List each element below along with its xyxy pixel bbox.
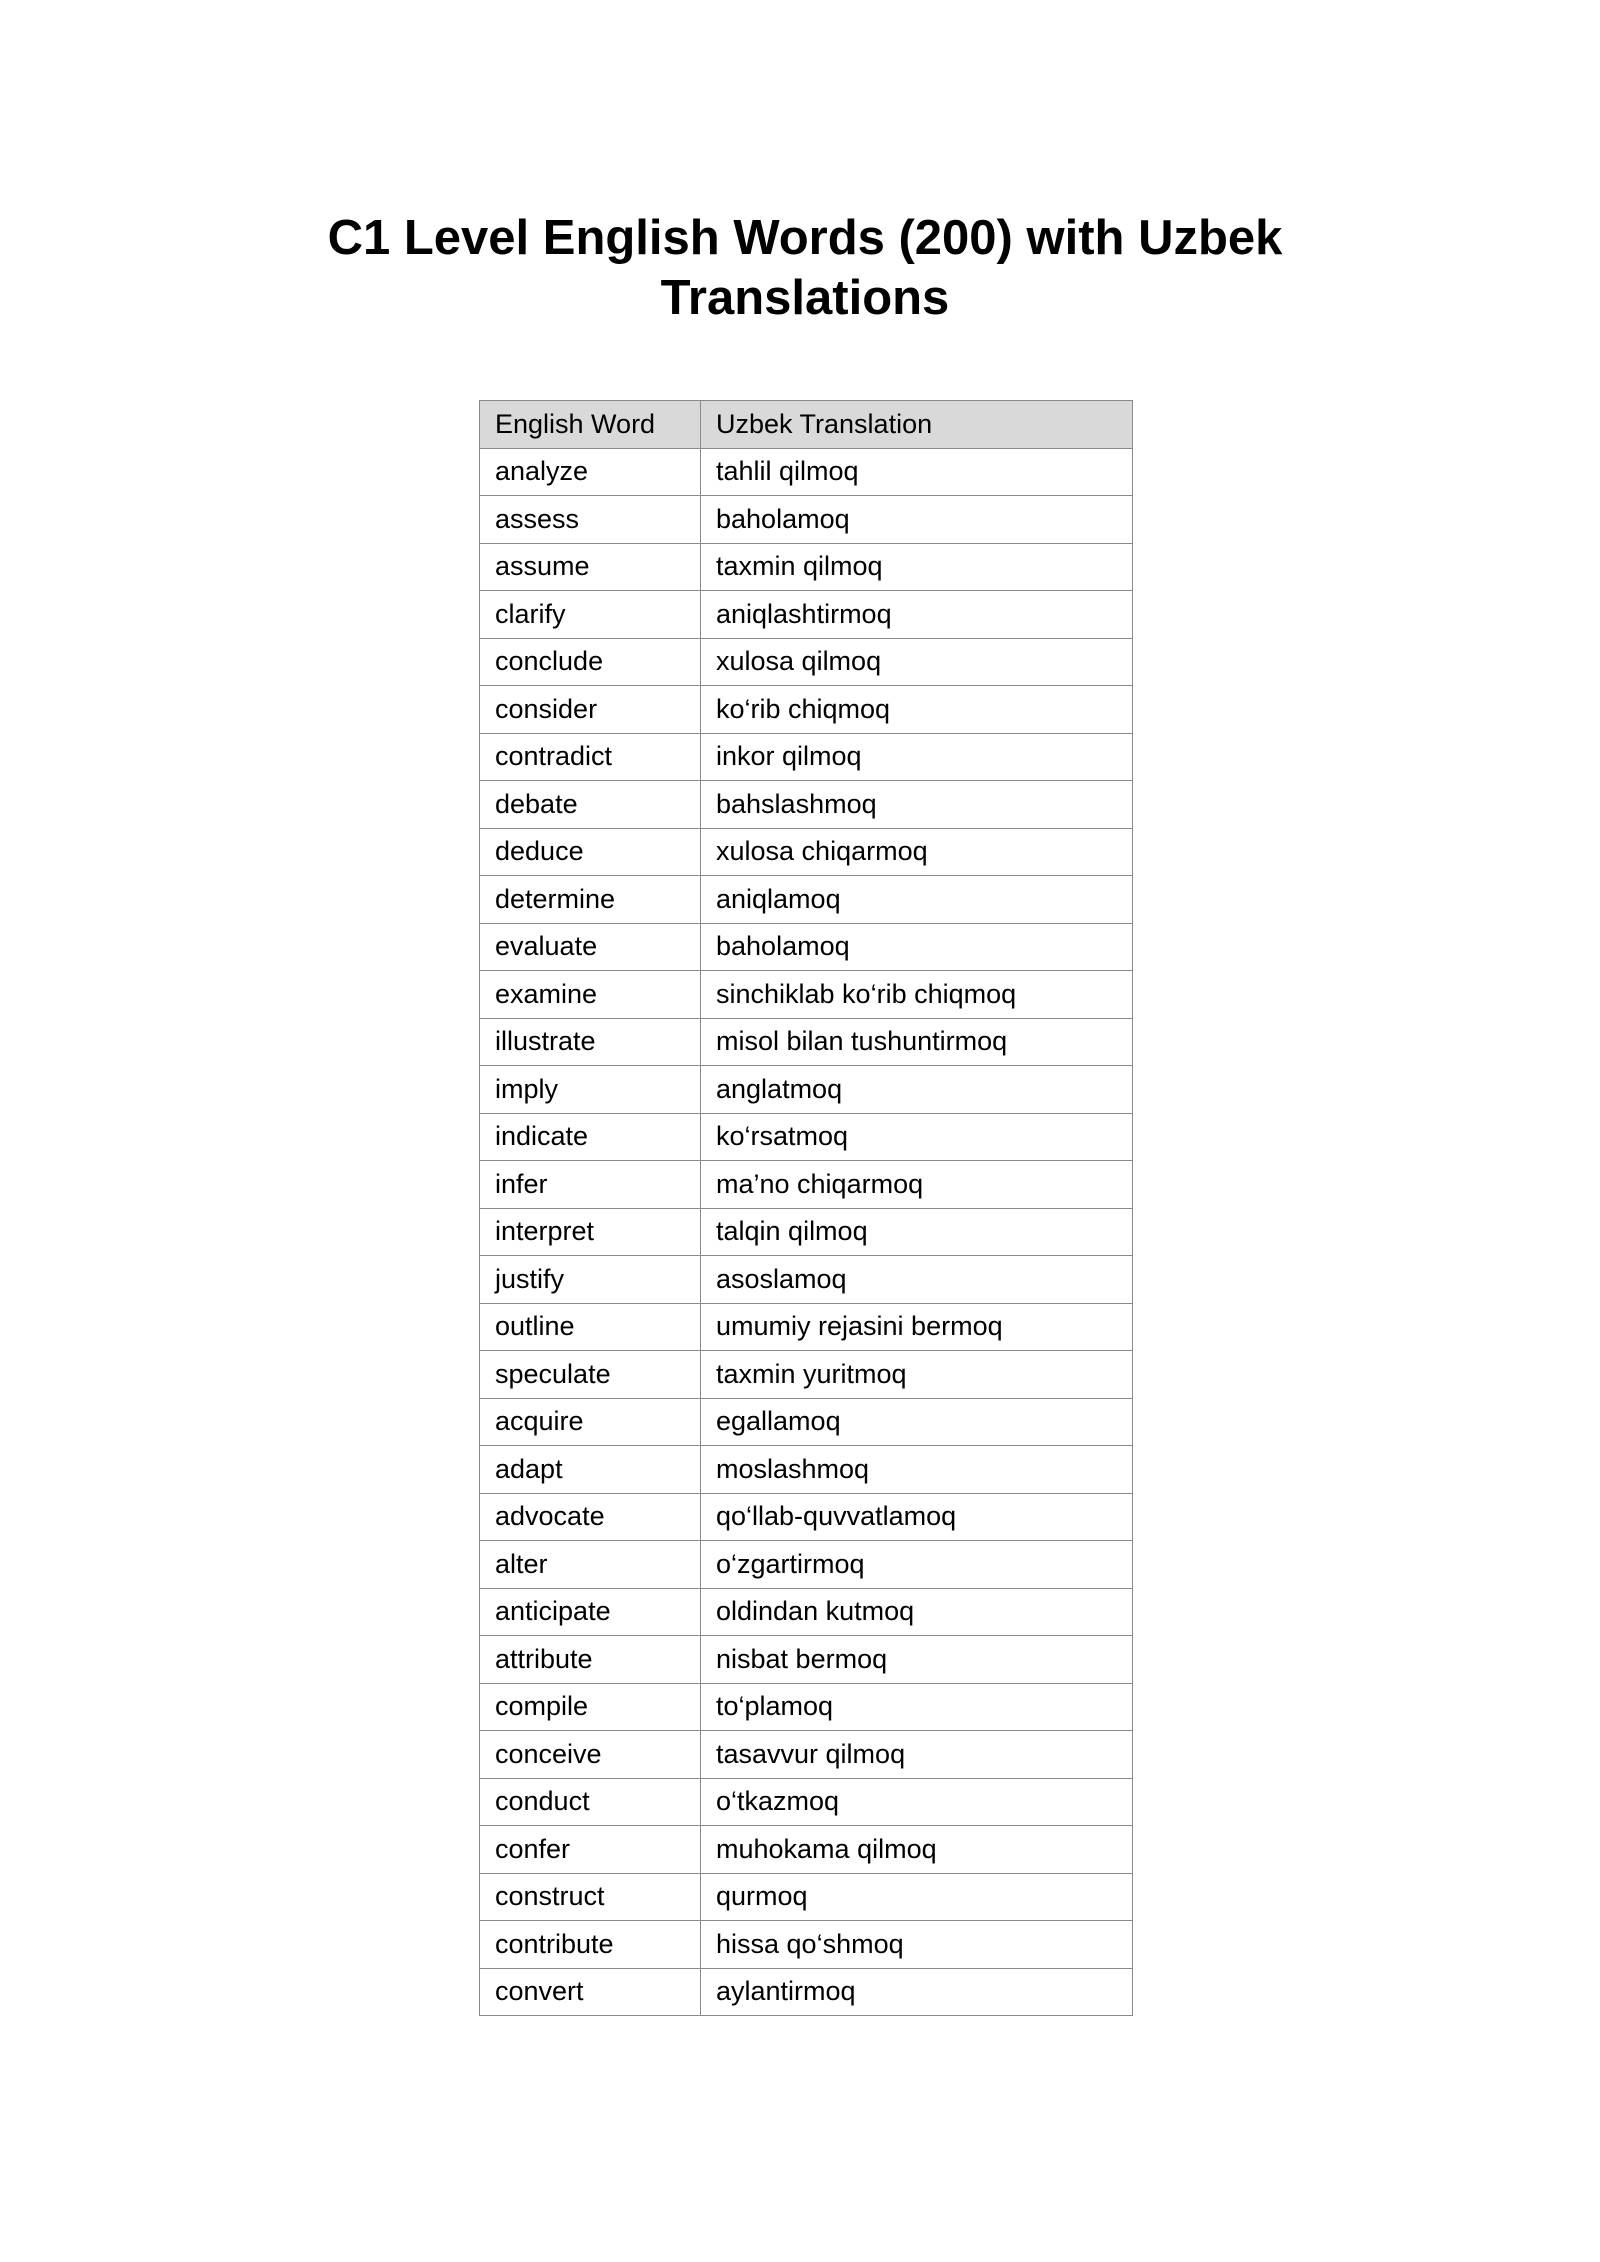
uzbek-translation-cell: sinchiklab ko‘rib chiqmoq xyxy=(701,971,1133,1019)
table-row xyxy=(480,1208,1133,1256)
uzbek-translation-cell: egallamoq xyxy=(701,1398,1133,1446)
uzbek-translation-cell: tasavvur qilmoq xyxy=(701,1731,1133,1779)
uzbek-translation-cell: asoslamoq xyxy=(701,1256,1133,1304)
english-word-cell: confer xyxy=(480,1826,701,1874)
english-word-cell: alter xyxy=(480,1541,701,1589)
uzbek-translation-cell: ko‘rsatmoq xyxy=(701,1113,1133,1161)
english-word-cell: outline xyxy=(480,1303,701,1351)
uzbek-translation-cell: talqin qilmoq xyxy=(701,1208,1133,1256)
table-row xyxy=(480,923,1133,971)
english-word-cell: advocate xyxy=(480,1493,701,1541)
english-word-cell: justify xyxy=(480,1256,701,1304)
table-row xyxy=(480,1398,1133,1446)
english-word-cell: infer xyxy=(480,1161,701,1209)
vocabulary-table xyxy=(479,400,1133,2016)
uzbek-translation-cell: oldindan kutmoq xyxy=(701,1588,1133,1636)
table-row xyxy=(480,1826,1133,1874)
english-word-cell: illustrate xyxy=(480,1018,701,1066)
table-row xyxy=(480,1066,1133,1114)
english-word-cell: analyze xyxy=(480,448,701,496)
table-row xyxy=(480,781,1133,829)
uzbek-translation-cell: taxmin yuritmoq xyxy=(701,1351,1133,1399)
uzbek-translation-cell: muhokama qilmoq xyxy=(701,1826,1133,1874)
english-word-cell: assess xyxy=(480,496,701,544)
table-row xyxy=(480,1873,1133,1921)
english-word-cell: interpret xyxy=(480,1208,701,1256)
table-row xyxy=(480,1731,1133,1779)
table-row xyxy=(480,876,1133,924)
uzbek-translation-cell: ma’no chiqarmoq xyxy=(701,1161,1133,1209)
table-header-row xyxy=(480,401,1133,449)
uzbek-translation-cell: moslashmoq xyxy=(701,1446,1133,1494)
table-body xyxy=(480,448,1133,2016)
table-row xyxy=(480,591,1133,639)
english-word-cell: deduce xyxy=(480,828,701,876)
uzbek-translation-cell: xulosa chiqarmoq xyxy=(701,828,1133,876)
table-row xyxy=(480,1778,1133,1826)
uzbek-translation-cell: qurmoq xyxy=(701,1873,1133,1921)
table-row xyxy=(480,1256,1133,1304)
uzbek-translation-cell: to‘plamoq xyxy=(701,1683,1133,1731)
uzbek-translation-cell: o‘zgartirmoq xyxy=(701,1541,1133,1589)
uzbek-translation-cell: aniqlashtirmoq xyxy=(701,591,1133,639)
uzbek-translation-cell: umumiy rejasini bermoq xyxy=(701,1303,1133,1351)
table-row xyxy=(480,1968,1133,2016)
uzbek-translation-cell: ko‘rib chiqmoq xyxy=(701,686,1133,734)
uzbek-translation-cell: tahlil qilmoq xyxy=(701,448,1133,496)
uzbek-translation-cell: taxmin qilmoq xyxy=(701,543,1133,591)
english-word-cell: determine xyxy=(480,876,701,924)
english-word-cell: convert xyxy=(480,1968,701,2016)
english-word-cell: adapt xyxy=(480,1446,701,1494)
table-row xyxy=(480,1113,1133,1161)
table-row xyxy=(480,1161,1133,1209)
uzbek-translation-cell: qo‘llab-quvvatlamoq xyxy=(701,1493,1133,1541)
table-row xyxy=(480,1303,1133,1351)
table-row xyxy=(480,1446,1133,1494)
table-row xyxy=(480,828,1133,876)
table-row xyxy=(480,1588,1133,1636)
uzbek-translation-cell: aylantirmoq xyxy=(701,1968,1133,2016)
uzbek-translation-cell: aniqlamoq xyxy=(701,876,1133,924)
english-word-cell: acquire xyxy=(480,1398,701,1446)
table-row xyxy=(480,448,1133,496)
english-word-cell: contradict xyxy=(480,733,701,781)
english-word-cell: indicate xyxy=(480,1113,701,1161)
table-row xyxy=(480,1541,1133,1589)
english-word-cell: construct xyxy=(480,1873,701,1921)
table-row xyxy=(480,733,1133,781)
english-word-cell: contribute xyxy=(480,1921,701,1969)
table-row xyxy=(480,971,1133,1019)
english-word-cell: assume xyxy=(480,543,701,591)
english-word-cell: consider xyxy=(480,686,701,734)
table-row xyxy=(480,638,1133,686)
english-word-cell: conclude xyxy=(480,638,701,686)
page-title: C1 Level English Words (200) with Uzbek Translations xyxy=(327,211,1283,325)
table-row xyxy=(480,1921,1133,1969)
english-word-cell: compile xyxy=(480,1683,701,1731)
uzbek-translation-cell: baholamoq xyxy=(701,496,1133,544)
uzbek-translation-cell: o‘tkazmoq xyxy=(701,1778,1133,1826)
table-row xyxy=(480,686,1133,734)
uzbek-translation-cell: inkor qilmoq xyxy=(701,733,1133,781)
table-row xyxy=(480,1018,1133,1066)
english-word-cell: debate xyxy=(480,781,701,829)
uzbek-translation-cell: anglatmoq xyxy=(701,1066,1133,1114)
uzbek-translation-cell: nisbat bermoq xyxy=(701,1636,1133,1684)
table-row xyxy=(480,1493,1133,1541)
english-word-cell: examine xyxy=(480,971,701,1019)
english-word-cell: speculate xyxy=(480,1351,701,1399)
table-row xyxy=(480,1636,1133,1684)
english-word-cell: clarify xyxy=(480,591,701,639)
column-header-uzbek: Uzbek Translation xyxy=(701,401,1133,449)
uzbek-translation-cell: bahslashmoq xyxy=(701,781,1133,829)
table-row xyxy=(480,543,1133,591)
table-row xyxy=(480,1683,1133,1731)
english-word-cell: attribute xyxy=(480,1636,701,1684)
uzbek-translation-cell: xulosa qilmoq xyxy=(701,638,1133,686)
uzbek-translation-cell: baholamoq xyxy=(701,923,1133,971)
table-row xyxy=(480,496,1133,544)
uzbek-translation-cell: misol bilan tushuntirmoq xyxy=(701,1018,1133,1066)
uzbek-translation-cell: hissa qo‘shmoq xyxy=(701,1921,1133,1969)
english-word-cell: imply xyxy=(480,1066,701,1114)
english-word-cell: conduct xyxy=(480,1778,701,1826)
table-row xyxy=(480,1351,1133,1399)
english-word-cell: conceive xyxy=(480,1731,701,1779)
english-word-cell: evaluate xyxy=(480,923,701,971)
column-header-english: English Word xyxy=(480,401,701,449)
english-word-cell: anticipate xyxy=(480,1588,701,1636)
